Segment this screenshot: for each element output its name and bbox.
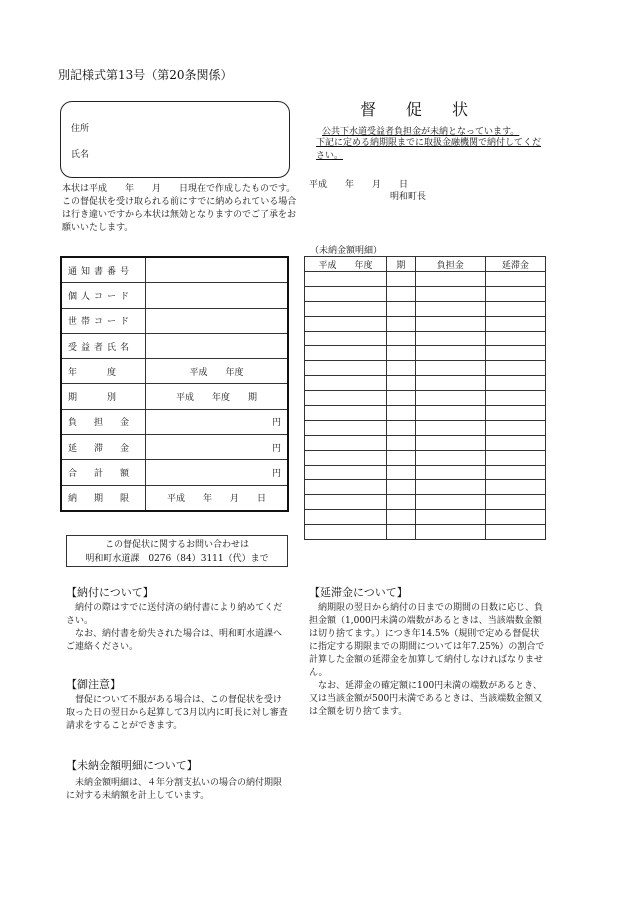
ledger-row bbox=[305, 525, 546, 540]
ledger-caption: （未納金額明細） bbox=[310, 246, 383, 256]
info-row-value bbox=[146, 333, 289, 358]
ledger-cell bbox=[485, 331, 545, 346]
address-box bbox=[60, 101, 290, 178]
info-row-value: 円 bbox=[146, 460, 289, 485]
ledger-column-header: 期 bbox=[386, 257, 415, 272]
ledger-row bbox=[305, 495, 546, 510]
ledger-column-header: 延滞金 bbox=[485, 257, 545, 272]
info-row-value bbox=[146, 257, 289, 283]
info-row bbox=[61, 359, 288, 384]
ledger-cell bbox=[386, 525, 415, 540]
ledger-row bbox=[305, 346, 546, 361]
caution-section bbox=[66, 694, 290, 733]
inquiry-line-1: この督促状に関するお問い合わせは bbox=[104, 540, 249, 550]
ledger-cell bbox=[485, 495, 545, 510]
ledger-cell bbox=[386, 510, 415, 525]
ledger-cell bbox=[305, 316, 387, 331]
info-row-value bbox=[146, 308, 289, 333]
ledger-cell bbox=[485, 480, 545, 495]
ledger-cell bbox=[485, 361, 545, 376]
info-row-value: 円 bbox=[146, 435, 289, 460]
intro-line-2-text: 下記に定める納期限までに取扱金融機関で納付してください。 bbox=[316, 138, 542, 161]
ledger-cell bbox=[305, 525, 387, 540]
ledger-cell bbox=[485, 376, 545, 391]
form-title: 別記様式第13号（第20条関係） bbox=[58, 68, 233, 82]
ledger-row bbox=[305, 286, 546, 301]
ledger-cell bbox=[386, 420, 415, 435]
ledger-cell bbox=[305, 435, 387, 450]
ledger-cell bbox=[305, 450, 387, 465]
detail-section bbox=[66, 777, 290, 803]
intro-line-2 bbox=[316, 137, 548, 163]
late-fee-heading: 【延滞金について】 bbox=[309, 586, 408, 599]
ledger-row bbox=[305, 391, 546, 406]
ledger-row bbox=[305, 272, 546, 287]
info-row-label: 期 別 bbox=[61, 384, 146, 409]
ledger-cell bbox=[415, 272, 485, 287]
info-row bbox=[61, 333, 288, 358]
ledger-row bbox=[305, 406, 546, 421]
ledger-cell bbox=[305, 391, 387, 406]
ledger-cell bbox=[386, 495, 415, 510]
ledger-cell bbox=[305, 286, 387, 301]
ledger-cell bbox=[305, 406, 387, 421]
ledger-cell bbox=[415, 435, 485, 450]
ledger-cell bbox=[386, 286, 415, 301]
ledger-cell bbox=[386, 435, 415, 450]
ledger-cell bbox=[305, 376, 387, 391]
ledger-cell bbox=[305, 465, 387, 480]
ledger-cell bbox=[485, 435, 545, 450]
ledger-cell bbox=[415, 465, 485, 480]
payment-paragraph-1: 納付の際はすでに送付済の納付書により納めてください。 bbox=[66, 603, 283, 626]
ledger-cell bbox=[415, 525, 485, 540]
info-row-label: 納 期 限 bbox=[61, 485, 146, 511]
ledger-cell bbox=[305, 420, 387, 435]
ledger-cell bbox=[415, 286, 485, 301]
ledger-cell bbox=[415, 480, 485, 495]
ledger-row bbox=[305, 480, 546, 495]
ledger-row bbox=[305, 450, 546, 465]
name-label: 氏名 bbox=[71, 150, 90, 160]
inquiry-box bbox=[66, 535, 288, 567]
issuer: 明和町長 bbox=[390, 192, 427, 202]
ledger-cell bbox=[386, 406, 415, 421]
ledger-cell bbox=[485, 316, 545, 331]
ledger-cell bbox=[386, 391, 415, 406]
document-title: 督促状 bbox=[360, 100, 499, 119]
intro-line-1: 公共下水道受益者負担金が未納となっています。 bbox=[322, 127, 520, 137]
ledger-row bbox=[305, 465, 546, 480]
info-row-label: 個人コード bbox=[61, 283, 146, 308]
ledger-row bbox=[305, 435, 546, 450]
ledger-cell bbox=[415, 346, 485, 361]
ledger-cell bbox=[415, 376, 485, 391]
ledger-cell bbox=[485, 391, 545, 406]
ledger-row bbox=[305, 376, 546, 391]
ledger-cell bbox=[305, 495, 387, 510]
info-row-label: 年 度 bbox=[61, 359, 146, 384]
ledger-cell bbox=[485, 346, 545, 361]
info-row-value: 円 bbox=[146, 409, 289, 434]
ledger-cell bbox=[305, 480, 387, 495]
ledger-row bbox=[305, 510, 546, 525]
info-row bbox=[61, 409, 288, 434]
info-row-label: 負 担 金 bbox=[61, 409, 146, 434]
ledger-row bbox=[305, 301, 546, 316]
info-row bbox=[61, 460, 288, 485]
ledger-cell bbox=[386, 346, 415, 361]
ledger-cell bbox=[415, 391, 485, 406]
ledger-cell bbox=[386, 465, 415, 480]
ledger-cell bbox=[386, 301, 415, 316]
ledger-column-header: 負担金 bbox=[415, 257, 485, 272]
late-fee-section bbox=[309, 602, 545, 719]
address-label: 住所 bbox=[71, 124, 90, 134]
info-row bbox=[61, 308, 288, 333]
info-row-label: 世帯コード bbox=[61, 308, 146, 333]
ledger-cell bbox=[386, 450, 415, 465]
info-row bbox=[61, 283, 288, 308]
ledger-row bbox=[305, 361, 546, 376]
validity-notice: 本状は平成 年 月 日現在で作成したものです。この督促状を受け取られる前にすでに納められている場合は行き違いですから本状は無効となりますのでご了承をお願いいたします。 bbox=[62, 184, 297, 233]
late-fee-paragraph-1: 納期限の翌日から納付の日までの期間の日数に応じ、負担金額（1,000円未満の端数があるときは、当該端数金額は切り捨てます。）につき年14.5%（規則で定める督促状に指定する期限までの期間については年7.25%）の割合で計算した金額の延滞金を加算して納付しなければなりません。 bbox=[309, 603, 545, 678]
ledger-cell bbox=[386, 331, 415, 346]
ledger-cell bbox=[485, 510, 545, 525]
info-row-value bbox=[146, 283, 289, 308]
info-row bbox=[61, 384, 288, 409]
issue-date: 平成 年 月 日 bbox=[309, 180, 409, 190]
ledger-cell bbox=[485, 301, 545, 316]
ledger-cell bbox=[415, 510, 485, 525]
ledger-cell bbox=[386, 316, 415, 331]
ledger-row bbox=[305, 316, 546, 331]
info-row bbox=[61, 435, 288, 460]
ledger-cell bbox=[305, 272, 387, 287]
info-row bbox=[61, 257, 288, 283]
ledger-cell bbox=[386, 272, 415, 287]
ledger-column-header: 平成 年度 bbox=[305, 257, 387, 272]
ledger-cell bbox=[485, 465, 545, 480]
ledger-cell bbox=[415, 406, 485, 421]
payment-section bbox=[66, 602, 290, 654]
ledger-cell bbox=[305, 301, 387, 316]
ledger-cell bbox=[415, 495, 485, 510]
ledger-cell bbox=[415, 361, 485, 376]
info-row bbox=[61, 485, 288, 511]
ledger-cell bbox=[415, 331, 485, 346]
info-row-value: 平成 年度 期 bbox=[146, 384, 289, 409]
notice-info-table bbox=[60, 256, 289, 512]
ledger-cell bbox=[415, 301, 485, 316]
ledger-cell bbox=[305, 346, 387, 361]
ledger-cell bbox=[485, 525, 545, 540]
info-row-label: 受益者氏名 bbox=[61, 333, 146, 358]
payment-heading: 【納付について】 bbox=[66, 586, 154, 599]
ledger-cell bbox=[485, 286, 545, 301]
info-row-label: 合 計 額 bbox=[61, 460, 146, 485]
ledger-cell bbox=[386, 376, 415, 391]
ledger-cell bbox=[305, 331, 387, 346]
detail-heading: 【未納金額明細について】 bbox=[66, 759, 198, 772]
payment-paragraph-2: なお、納付書を紛失された場合は、明和町水道課へご連絡ください。 bbox=[66, 629, 283, 652]
late-fee-paragraph-2: なお、延滞金の確定額に100円未満の端数があるとき、又は当該金額が500円未満であるときは、当該端数金額又は全額を切り捨てます。 bbox=[309, 681, 543, 717]
ledger-cell bbox=[305, 510, 387, 525]
ledger-cell bbox=[485, 420, 545, 435]
info-row-value: 平成 年度 bbox=[146, 359, 289, 384]
unpaid-detail-table bbox=[304, 256, 546, 540]
inquiry-line-2: 明和町水道課 0276（84）3111（代）まで bbox=[85, 554, 269, 564]
ledger-row bbox=[305, 331, 546, 346]
detail-paragraph: 未納金額明細は、４年分割支払いの場合の納付期限に対する未納額を計上しています。 bbox=[66, 778, 283, 801]
ledger-cell bbox=[386, 361, 415, 376]
ledger-cell bbox=[485, 450, 545, 465]
info-row-value: 平成 年 月 日 bbox=[146, 485, 289, 511]
ledger-cell bbox=[415, 420, 485, 435]
ledger-cell bbox=[386, 480, 415, 495]
ledger-cell bbox=[305, 361, 387, 376]
ledger-cell bbox=[415, 316, 485, 331]
ledger-cell bbox=[485, 406, 545, 421]
caution-heading: 【御注意】 bbox=[66, 678, 121, 691]
ledger-cell bbox=[485, 272, 545, 287]
info-row-label: 延 滞 金 bbox=[61, 435, 146, 460]
caution-paragraph: 督促について不服がある場合は、この督促状を受け取った日の翌日から起算して3月以内に町長に対し審査請求をすることができます。 bbox=[66, 695, 288, 731]
ledger-row bbox=[305, 420, 546, 435]
ledger-cell bbox=[415, 450, 485, 465]
info-row-label: 通知書番号 bbox=[61, 257, 146, 283]
